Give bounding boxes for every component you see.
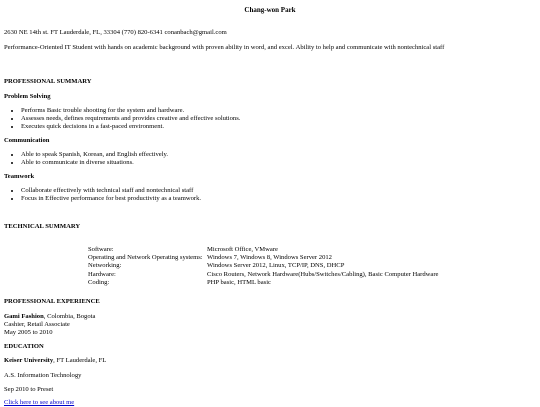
list-item: • Focus in Effective performance for best productivity as a teamwork. (21, 195, 201, 203)
tech-label: Operating and Network Operating systems: (88, 254, 203, 262)
objective-statement: Performance-Oriented IT Student with hands on academic background with proven ability in word, and excel. Ability to help and communicate with nontechnical staff (4, 44, 445, 51)
about-me-link[interactable]: Click here to see about me (4, 399, 75, 406)
skill-title-communication: Communication (4, 137, 50, 144)
table-row (88, 279, 438, 287)
job-role: Cashier, Retail Associate (4, 321, 70, 329)
professional-experience-heading: PROFESSIONAL EXPERIENCE (4, 298, 100, 305)
employer-name: Gami Fashion (4, 313, 44, 320)
resume-name: Chang-won Park (244, 6, 296, 14)
technical-summary-table (88, 246, 438, 287)
school-name: Keiser University (4, 357, 54, 364)
list-item: • Performs Basic trouble shooting for the system and hardware. (21, 107, 240, 115)
skill-list-teamwork (4, 187, 201, 203)
degree-name: A.S. Information Technology (4, 372, 82, 379)
education-entry (4, 357, 106, 365)
tech-value: Windows Server 2012, Linux, TCP/IP, DNS, DHCP (207, 262, 345, 270)
tech-label: Software: (88, 246, 114, 253)
contact-line: 2630 NE 14th st. FT Lauderdale, FL, 33304 (770) 820-6341 conanbach@gmail.com (4, 29, 227, 36)
job-dates: May 2005 to 2010 (4, 329, 53, 337)
list-item: • Able to communicate in diverse situations. (21, 159, 168, 167)
professional-summary-heading: PROFESSIONAL SUMMARY (4, 78, 92, 85)
technical-summary-heading: TECHNICAL SUMMARY (4, 223, 81, 230)
tech-label: Coding: (88, 278, 110, 286)
table-row (88, 271, 438, 279)
education-dates: Sep 2010 to Preset (4, 386, 54, 393)
table-row (88, 246, 438, 254)
table-row (88, 262, 438, 270)
tech-value: Windows 7, Windows 8, Windows Server 2012 (207, 254, 332, 262)
tech-value: PHP basic, HTML basic (207, 278, 271, 286)
list-item: • Collaborate effectively with technical staff and nontechnical staff (21, 187, 201, 195)
tech-value: Microsoft Office, VMware (207, 246, 278, 253)
skill-list-communication (4, 151, 168, 167)
employer-location: , Colombia, Bogota (43, 313, 96, 320)
skill-list-problem-solving (4, 107, 240, 132)
table-row (88, 254, 438, 262)
list-item: • Able to speak Spanish, Korean, and English effectively. (21, 151, 168, 159)
tech-value: Cisco Routers, Network Hardware(Hubs/Switches/Cabling), Basic Computer Hardware (207, 270, 439, 278)
tech-label: Networking: (88, 262, 122, 270)
school-location: , FT Lauderdale, FL (53, 357, 107, 364)
list-item: • Executes quick decisions in a fast-paced environment. (21, 123, 240, 131)
tech-label: Hardware: (88, 270, 116, 278)
list-item: • Assesses needs, defines requirements and provides creative and effective solutions. (21, 115, 240, 123)
education-heading: EDUCATION (4, 343, 44, 350)
experience-entry (4, 313, 95, 338)
skill-title-teamwork: Teamwork (4, 173, 35, 180)
resume-page (4, 6, 536, 15)
skill-title-problem-solving: Problem Solving (4, 93, 51, 100)
